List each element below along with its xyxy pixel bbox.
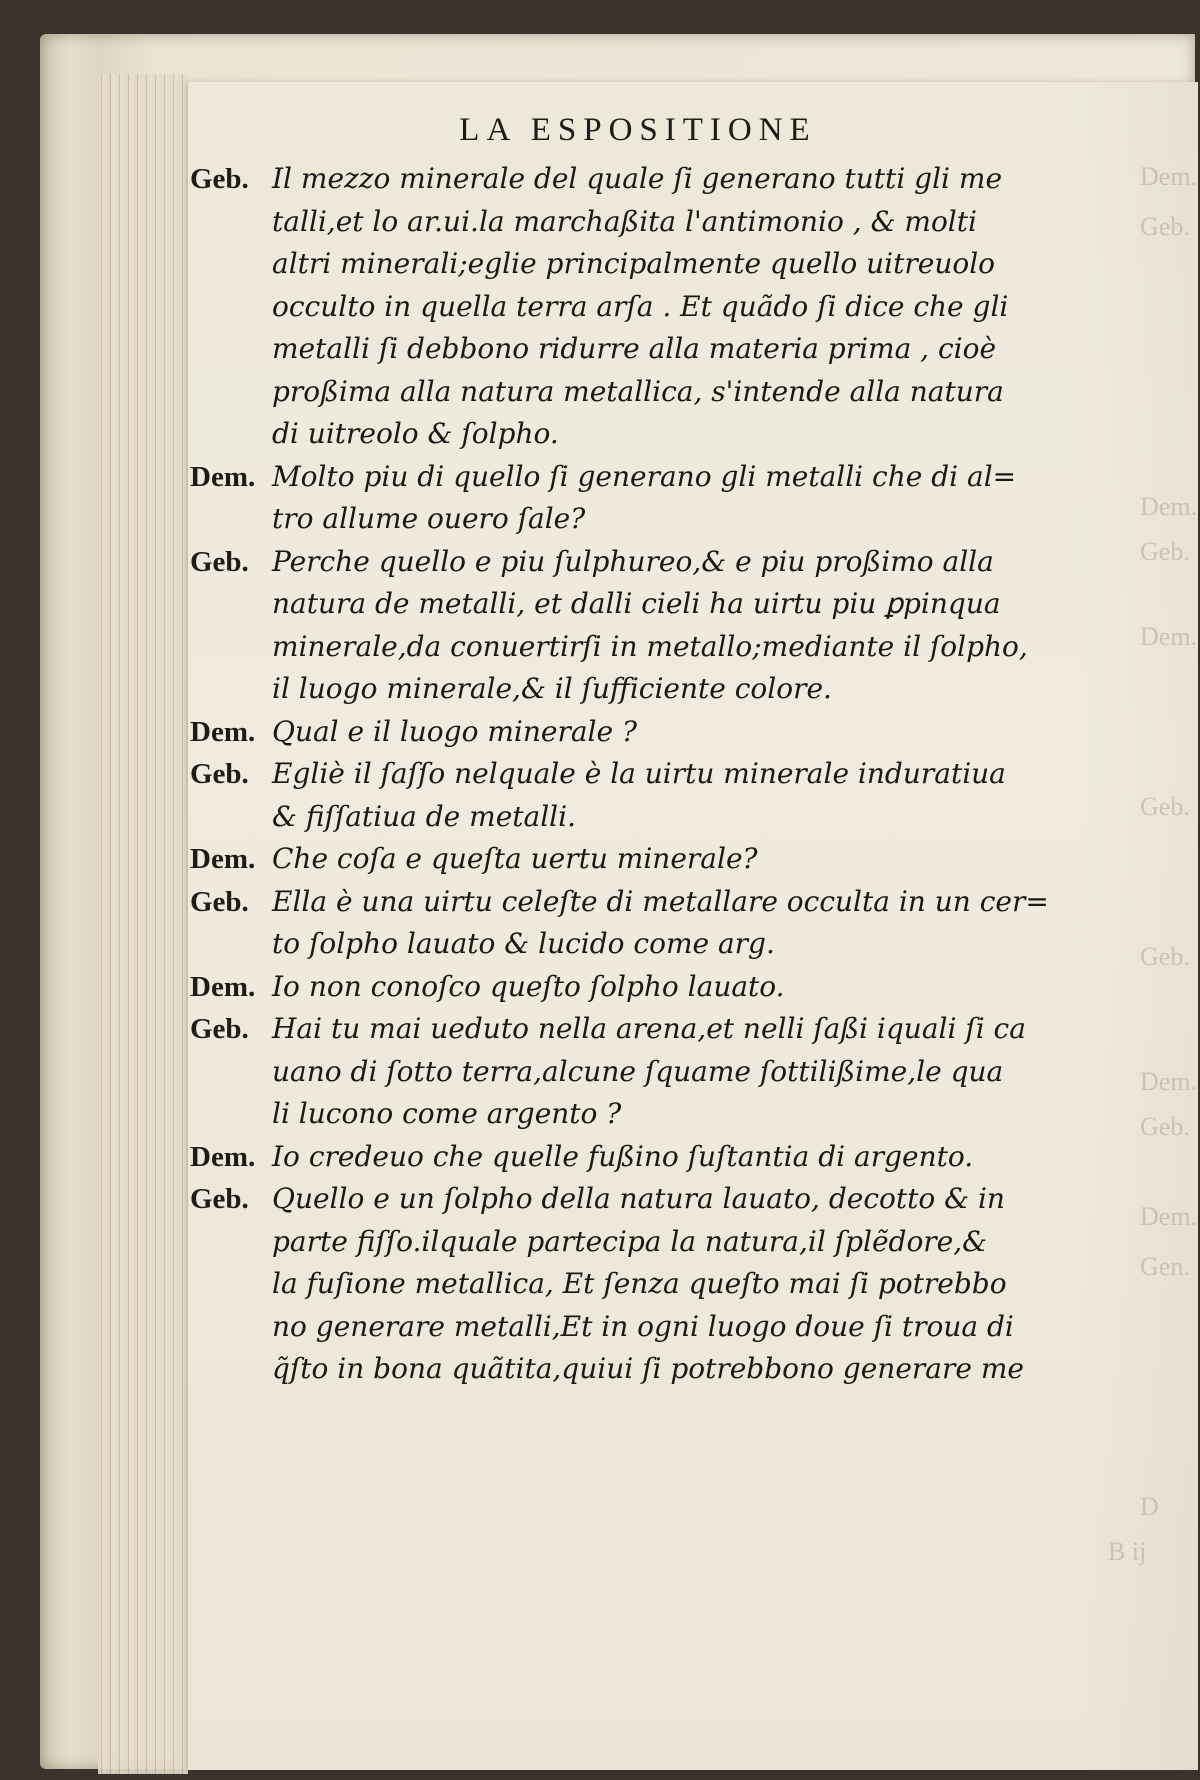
speaker-label: Geb. <box>190 758 249 790</box>
dialogue-entry <box>188 158 1148 456</box>
dialogue-entry <box>188 1136 1148 1179</box>
bleed-word: Dem. <box>1140 492 1198 521</box>
text-line: proßima alla natura metallica, s'intende alla natura <box>272 374 1004 408</box>
dialogue-entry <box>188 711 1148 754</box>
dialogue-entry <box>188 881 1148 966</box>
text-line: Io non conoſco queſto ſolpho lauato. <box>272 969 785 1003</box>
speaker-label: Geb. <box>190 885 249 918</box>
speech <box>272 456 1102 541</box>
dialogue-entry <box>188 966 1148 1009</box>
speaker-label: Dem. <box>190 843 256 875</box>
speech <box>272 158 1102 456</box>
speech <box>272 1008 1102 1136</box>
bleed-word: Gen. <box>1140 1252 1190 1281</box>
dialogue-entry <box>188 838 1148 881</box>
speaker-label: Dem. <box>190 460 256 493</box>
dialogue-entry <box>188 1008 1148 1136</box>
text-line: tro allume ouero ſale? <box>272 502 586 535</box>
bleed-word: Dem. <box>1140 1067 1198 1096</box>
speech <box>272 838 1102 881</box>
text-line: talli,et lo ar.ui.la marchaßita l'antimonio , & molti <box>272 204 977 238</box>
bleed-word: Geb. <box>1140 1112 1190 1141</box>
bleed-word: Geb. <box>1140 537 1190 566</box>
bleed-word: Dem. <box>1140 162 1198 191</box>
text-line: Molto piu di quello ſi generano gli metalli che di al= <box>272 459 1017 493</box>
dialogue-entry <box>188 753 1148 838</box>
speech <box>272 541 1102 711</box>
text-line: Qual e il luogo minerale ? <box>272 714 637 748</box>
text-line: minerale,da conuertirſi in metallo;mediante il ſolpho, <box>272 629 1028 663</box>
speech <box>272 753 1102 838</box>
text-line: Che coſa e queſta uertu minerale? <box>272 842 758 875</box>
text-line: Ella è una uirtu celeſte di metallare occulta in un cer= <box>272 884 1049 918</box>
text-line: Il mezzo minerale del quale ſi generano tutti gli me <box>272 162 1003 195</box>
text-line: altri minerali;eglie principalmente quello uitreuolo <box>272 247 996 280</box>
text-line: la fuſione metallica, Et ſenza queſto mai ſi potrebbo <box>272 1267 1007 1300</box>
speech <box>272 966 1102 1009</box>
text-line: uano di ſotto terra,alcune ſquame ſottilißime,le qua <box>272 1054 1004 1088</box>
speaker-label: Geb. <box>190 545 249 578</box>
text-line: q̃ſto in bona quãtita,quiui ſi potrebbono generare me <box>272 1352 1024 1385</box>
speaker-label: Dem. <box>190 1140 256 1173</box>
speaker-label: Geb. <box>190 163 249 195</box>
text-line: occulto in quella terra arſa . Et quãdo ſi dice che gli <box>272 289 1009 323</box>
text-line: Hai tu mai ueduto nella arena,et nelli ſaßi iquali ſi ca <box>272 1012 1026 1045</box>
text-line: to ſolpho lauato & lucido come arg. <box>272 927 775 960</box>
page <box>188 82 1198 1770</box>
speaker-label: Geb. <box>190 1183 249 1215</box>
book-scan <box>40 34 1198 1769</box>
speech <box>272 881 1102 966</box>
text-line: parte fiſſo.ilquale partecipa la natura,il ſplẽdore,& <box>272 1224 988 1258</box>
bleed-word: Dem. <box>1140 1202 1198 1231</box>
speaker-label: Dem. <box>190 970 256 1003</box>
speech <box>272 711 1102 754</box>
text-line: Quello e un ſolpho della natura lauato, decotto & in <box>272 1182 1005 1215</box>
speech <box>272 1136 1102 1179</box>
bleed-word: Geb. <box>1140 212 1190 241</box>
text-line: metalli ſi debbono ridurre alla materia prima , cioè <box>272 332 997 365</box>
dialogue-entry <box>188 456 1148 541</box>
text-line: & fiſſatiua de metalli. <box>272 799 576 833</box>
page-edges <box>98 74 188 1774</box>
speech <box>272 1178 1102 1391</box>
running-head: LA ESPOSITIONE <box>459 112 817 148</box>
speaker-label: Dem. <box>190 715 256 748</box>
bleed-word: B ij <box>1108 1537 1147 1566</box>
bleed-word: D <box>1140 1492 1159 1521</box>
dialogue-entry <box>188 541 1148 711</box>
dialogue-entry <box>188 1178 1148 1391</box>
bleed-word: Dem. <box>1140 622 1198 651</box>
text-line: Io credeuo che quelle fußino ſuſtantia di argento. <box>272 1139 974 1173</box>
dialogue-text <box>188 158 1148 1391</box>
text-line: Egliè il ſaſſo nelquale è la uirtu minerale induratiua <box>272 757 1006 790</box>
bleed-word: Geb. <box>1140 942 1190 971</box>
text-line: Perche quello e piu ſulphureo,& e piu proßimo alla <box>272 544 994 578</box>
text-line: li lucono come argento ? <box>272 1097 622 1130</box>
text-line: no generare metalli,Et in ogni luogo doue ſi troua di <box>272 1309 1014 1343</box>
text-line: di uitreolo & ſolpho. <box>272 417 559 450</box>
speaker-label: Geb. <box>190 1013 249 1045</box>
text-line: il luogo minerale,& il ſufficiente colore. <box>272 672 832 705</box>
text-line: natura de metalli, et dalli cieli ha uirtu piu ꝑpinqua <box>272 587 1001 620</box>
bleed-word: Geb. <box>1140 792 1190 821</box>
